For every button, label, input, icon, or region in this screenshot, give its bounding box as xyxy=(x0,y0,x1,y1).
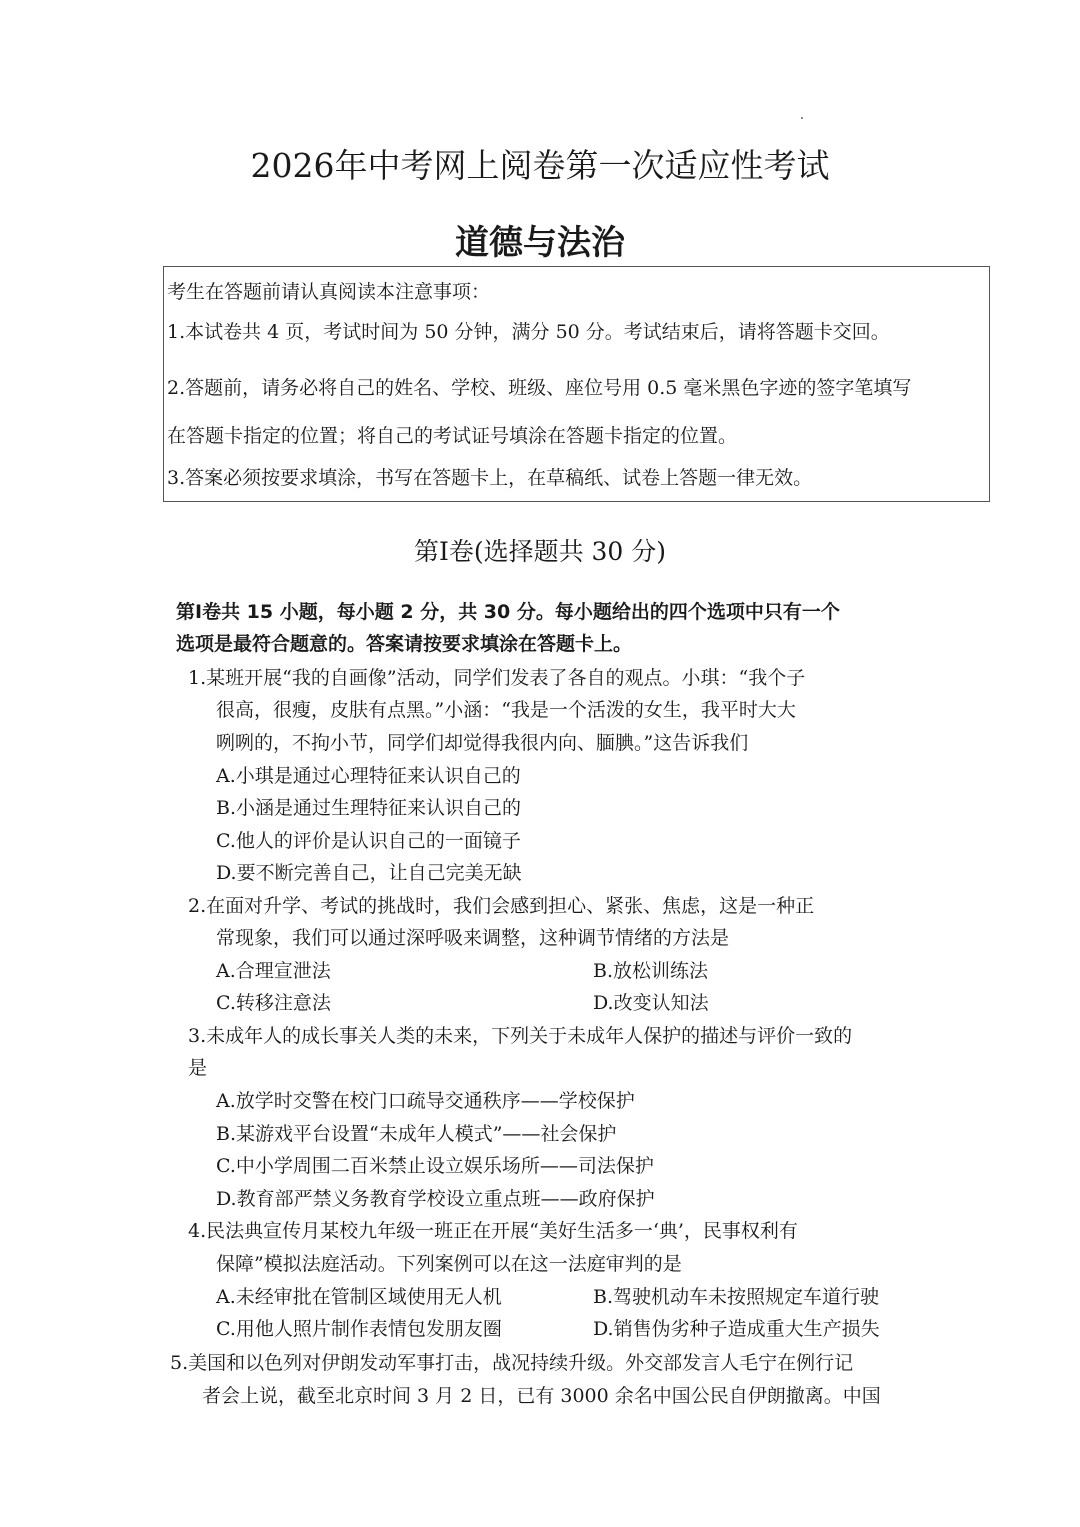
notice-line-2b: 在答题卡指定的位置；将自己的考试证号填涂在答题卡指定的位置。 xyxy=(167,425,738,447)
scan-dot xyxy=(801,117,803,119)
question-3-option-b: B.某游戏平台设置“未成年人模式”——社会保护 xyxy=(216,1123,617,1145)
question-4-option-a: A.未经审批在管制区域使用无人机 xyxy=(216,1286,502,1308)
question-1-option-c: C.他人的评价是认识自己的一面镜子 xyxy=(216,830,521,852)
exam-title: 2026年中考网上阅卷第一次适应性考试 xyxy=(250,146,830,185)
question-5-stem-line-2: 者会上说，截至北京时间 3 月 2 日，已有 3000 余名中国公民自伊朗撤离。中国 xyxy=(202,1385,881,1407)
question-2-option-a: A.合理宣泄法 xyxy=(216,960,331,982)
question-1-stem-line-2: 很高，很瘦，皮肤有点黑。”小涵：“我是一个活泼的女生，我平时大大 xyxy=(216,699,796,721)
notice-box xyxy=(163,266,990,502)
question-3-option-c: C.中小学周围二百米禁止设立娱乐场所——司法保护 xyxy=(216,1155,654,1177)
question-4-stem-line-1: 4.民法典宣传月某校九年级一班正在开展“美好生活多一‘典’，民事权利有 xyxy=(188,1220,798,1242)
notice-line-3: 3.答案必须按要求填涂，书写在答题卡上，在草稿纸、试卷上答题一律无效。 xyxy=(167,467,813,489)
question-4-stem-line-2: 保障”模拟法庭活动。下列案例可以在这一法庭审判的是 xyxy=(216,1253,682,1275)
question-3-option-d: D.教育部严禁义务教育学校设立重点班——政府保护 xyxy=(216,1188,655,1210)
notice-line-2a: 2.答题前，请务必将自己的姓名、学校、班级、座位号用 0.5 毫米黑色字迹的签字笔填写 xyxy=(167,377,912,399)
question-2-stem-line-1: 2.在面对升学、考试的挑战时，我们会感到担心、紧张、焦虑，这是一种正 xyxy=(188,895,815,917)
question-2-option-d: D.改变认知法 xyxy=(593,992,709,1014)
question-1-stem-line-1: 1.某班开展“我的自画像”活动，同学们发表了各自的观点。小琪：“我个子 xyxy=(188,667,806,689)
question-5-stem-line-1: 5.美国和以色列对伊朗发动军事打击，战况持续升级。外交部发言人毛宁在例行记 xyxy=(170,1352,854,1374)
question-4-option-b: B.驾驶机动车未按照规定车道行驶 xyxy=(593,1286,880,1308)
question-2-option-b: B.放松训练法 xyxy=(593,960,709,982)
question-4-option-c: C.用他人照片制作表情包发朋友圈 xyxy=(216,1318,502,1340)
question-3-stem-line-2: 是 xyxy=(188,1057,208,1079)
question-2-option-c: C.转移注意法 xyxy=(216,992,331,1014)
question-2-stem-line-2: 常现象，我们可以通过深呼吸来调整，这种调节情绪的方法是 xyxy=(216,927,730,949)
notice-intro: 考生在答题前请认真阅读本注意事项： xyxy=(167,281,491,303)
part-instruction-line-1: 第Ⅰ卷共 15 小题，每小题 2 分，共 30 分。每小题给出的四个选项中只有一个 xyxy=(176,601,840,623)
notice-line-1: 1.本试卷共 4 页，考试时间为 50 分钟，满分 50 分。考试结束后，请将答题卡交回。 xyxy=(167,321,890,343)
part-title: 第Ⅰ卷(选择题共 30 分) xyxy=(413,537,667,566)
part-instruction-line-2: 选项是最符合题意的。答案请按要求填涂在答题卡上。 xyxy=(176,633,633,655)
question-4-option-d: D.销售伪劣种子造成重大生产损失 xyxy=(593,1318,880,1340)
question-1-option-a: A.小琪是通过心理特征来认识自己的 xyxy=(216,765,521,787)
subject-title: 道德与法治 xyxy=(455,223,625,263)
question-1-option-b: B.小涵是通过生理特征来认识自己的 xyxy=(216,797,522,819)
question-3-stem-line-1: 3.未成年人的成长事关人类的未来，下列关于未成年人保护的描述与评价一致的 xyxy=(188,1025,853,1047)
question-1-option-d: D.要不断完善自己，让自己完美无缺 xyxy=(216,862,522,884)
question-1-stem-line-3: 咧咧的，不拘小节，同学们却觉得我很内向、腼腆。”这告诉我们 xyxy=(216,732,749,754)
question-3-option-a: A.放学时交警在校门口疏导交通秩序——学校保护 xyxy=(216,1090,635,1112)
